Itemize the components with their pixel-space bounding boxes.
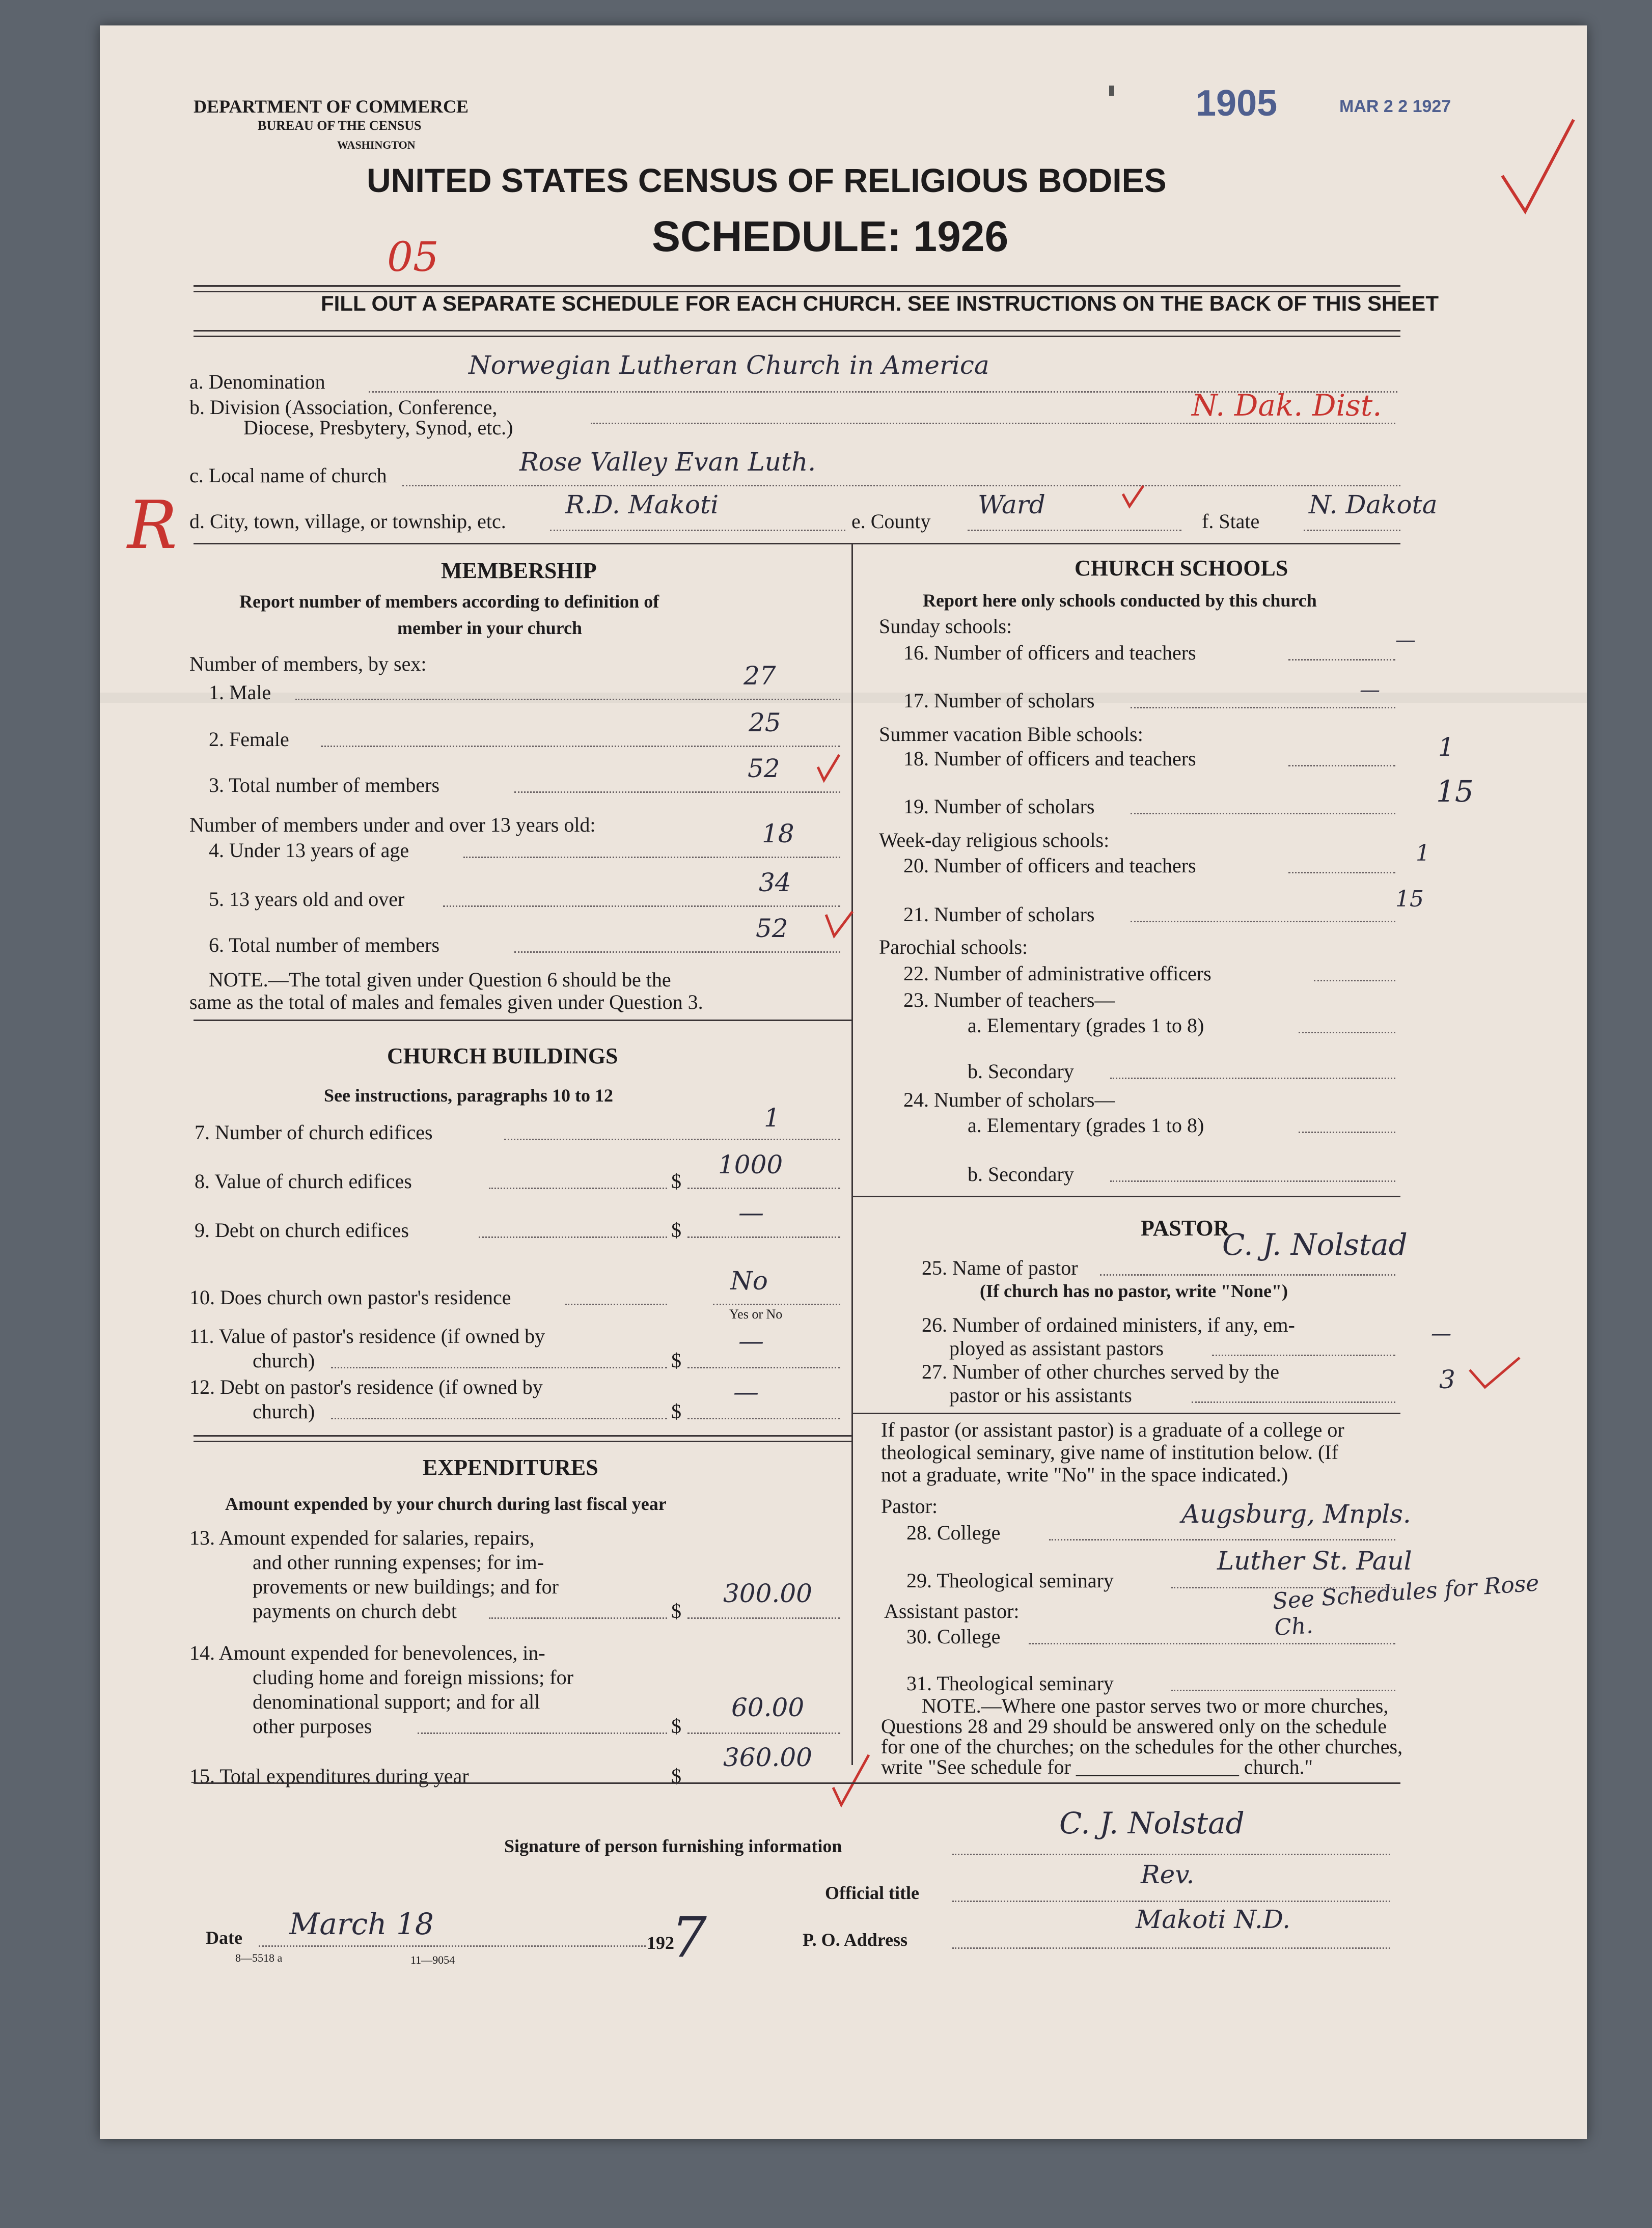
q10-dots xyxy=(565,1304,667,1305)
denomination-value[interactable]: Norwegian Lutheran Church in America xyxy=(469,350,989,380)
q14-line xyxy=(687,1732,840,1734)
signature-value[interactable]: C. J. Nolstad xyxy=(1059,1806,1245,1840)
q20-value[interactable]: 1 xyxy=(1416,840,1430,866)
form-number: 8—5518 a xyxy=(235,1951,283,1964)
weekday-schools-label: Week-day religious schools: xyxy=(879,829,1110,851)
local-name-line xyxy=(402,485,1400,486)
church-schools-title: CHURCH SCHOOLS xyxy=(1075,556,1288,581)
local-name-value[interactable]: Rose Valley Evan Luth. xyxy=(519,447,816,477)
church-schools-intro: Report here only schools conducted by this church xyxy=(923,590,1317,611)
q14-label-3: denominational support; and for all xyxy=(253,1690,540,1713)
q13-line xyxy=(687,1617,840,1619)
received-stamp-date: MAR 2 2 1927 xyxy=(1339,97,1451,116)
q24a-line xyxy=(1299,1132,1395,1133)
q11-value[interactable]: — xyxy=(738,1326,764,1356)
q15-dollar: $ xyxy=(671,1765,681,1787)
q2-female-label: 2. Female xyxy=(209,728,289,751)
q24b-label: b. Secondary xyxy=(968,1163,1074,1186)
q7-line xyxy=(504,1139,840,1140)
red-code-05: 05 xyxy=(387,233,439,281)
official-title-line xyxy=(952,1901,1390,1902)
q9-dots xyxy=(479,1236,667,1238)
county-line xyxy=(968,530,1181,531)
q26-label-1: 26. Number of ordained ministers, if any, em- xyxy=(922,1313,1295,1336)
q31-line xyxy=(1171,1690,1395,1691)
q10-value[interactable]: No xyxy=(730,1266,768,1296)
q4-under-13-value[interactable]: 18 xyxy=(762,819,794,848)
q20-label: 20. Number of officers and teachers xyxy=(903,854,1196,877)
membership-title: MEMBERSHIP xyxy=(441,558,597,583)
q24b-line xyxy=(1110,1180,1395,1182)
instruction-rule xyxy=(194,330,1400,337)
pastor-title: PASTOR xyxy=(1141,1216,1230,1241)
q18-label: 18. Number of officers and teachers xyxy=(903,747,1196,770)
q9-dollar: $ xyxy=(671,1219,681,1242)
q1-male-label: 1. Male xyxy=(209,681,271,704)
signature-line xyxy=(952,1854,1390,1855)
print-number: 11—9054 xyxy=(410,1954,455,1966)
assistant-pastor-subheading: Assistant pastor: xyxy=(884,1600,1020,1622)
q11-dollar: $ xyxy=(671,1349,681,1372)
q7-label: 7. Number of church edifices xyxy=(195,1121,433,1144)
q3-total-value[interactable]: 52 xyxy=(748,754,780,783)
q11-dots xyxy=(331,1367,667,1368)
received-stamp-number: 1905 xyxy=(1196,83,1278,124)
q6-total-value[interactable]: 52 xyxy=(756,914,788,943)
q11-line xyxy=(687,1367,840,1368)
county-value[interactable]: Ward xyxy=(978,490,1045,519)
year-prefix: 192 xyxy=(647,1933,674,1953)
q9-value[interactable]: — xyxy=(738,1198,764,1227)
q30-value[interactable]: See Schedules for Rose Ch. xyxy=(1272,1570,1540,1641)
official-title-value[interactable]: Rev. xyxy=(1141,1860,1195,1889)
q7-value[interactable]: 1 xyxy=(764,1103,780,1133)
q3-check-mark xyxy=(816,753,841,783)
expenditures-title: EXPENDITURES xyxy=(423,1455,598,1480)
division-value[interactable]: N. Dak. Dist. xyxy=(1192,388,1382,423)
city-line xyxy=(550,530,845,531)
q27-check-mark xyxy=(1467,1355,1523,1390)
expenditures-intro: Amount expended by your church during last fiscal year xyxy=(225,1494,667,1514)
q10-label: 10. Does church own pastor's residence xyxy=(189,1286,511,1309)
q3-total-label: 3. Total number of members xyxy=(209,774,440,796)
signature-label: Signature of person furnishing information xyxy=(504,1836,842,1856)
footer-rule xyxy=(194,1782,1400,1784)
date-label: Date xyxy=(206,1928,242,1948)
division-label-2: Diocese, Presbytery, Synod, etc.) xyxy=(243,416,513,439)
q13-dollar: $ xyxy=(671,1600,681,1622)
pastor-subheading: Pastor: xyxy=(881,1495,938,1518)
graduate-instruction-3: not a graduate, write "No" in the space indicated.) xyxy=(881,1463,1288,1486)
q27-value[interactable]: 3 xyxy=(1439,1365,1455,1394)
denomination-label: a. Denomination xyxy=(189,370,325,393)
q22-line xyxy=(1314,980,1395,981)
po-address-label: P. O. Address xyxy=(803,1930,908,1950)
q12-dots xyxy=(331,1418,667,1419)
q8-dots xyxy=(489,1188,667,1189)
membership-note-2: same as the total of males and females given under Question 3. xyxy=(189,991,703,1013)
pastor-note-1: NOTE.—Where one pastor serves two or more churches, xyxy=(922,1694,1389,1717)
q19-line xyxy=(1131,813,1395,814)
q13-label-4: payments on church debt xyxy=(253,1600,457,1622)
q18-value[interactable]: 1 xyxy=(1438,732,1454,762)
membership-note-1: NOTE.—The total given under Question 6 should be the xyxy=(209,968,671,991)
q28-value[interactable]: Augsburg, Mnpls. xyxy=(1181,1499,1411,1529)
pastor-note-4: write "See schedule for ________________ church." xyxy=(881,1755,1313,1778)
q24a-label: a. Elementary (grades 1 to 8) xyxy=(968,1114,1204,1137)
membership-intro-2: member in your church xyxy=(397,618,583,638)
q21-value[interactable]: 15 xyxy=(1395,886,1424,912)
q17-value[interactable]: — xyxy=(1360,678,1380,702)
q26-label-2: ployed as assistant pastors xyxy=(949,1337,1164,1360)
q23a-line xyxy=(1299,1032,1395,1033)
q8-line xyxy=(687,1188,840,1189)
form-subtitle: SCHEDULE: 1926 xyxy=(652,212,1009,260)
q25-value[interactable]: C. J. Nolstad xyxy=(1222,1227,1408,1262)
q26-value[interactable]: — xyxy=(1431,1322,1451,1345)
q3-line xyxy=(514,791,840,793)
county-label: e. County xyxy=(851,510,931,533)
census-schedule-sheet xyxy=(100,25,1587,2139)
q13-dots xyxy=(489,1617,667,1619)
q12-label-1: 12. Debt on pastor's residence (if owned by xyxy=(189,1376,543,1398)
q1-male-value[interactable]: 27 xyxy=(744,661,776,691)
sunday-schools-label: Sunday schools: xyxy=(879,615,1012,638)
ident-rule xyxy=(194,543,1400,544)
q15-check-mark xyxy=(830,1752,871,1808)
q14-dollar: $ xyxy=(671,1715,681,1738)
q16-line xyxy=(1288,659,1395,661)
state-line xyxy=(1304,530,1400,531)
q10-line xyxy=(713,1304,840,1305)
buildings-instructions: See instructions, paragraphs 10 to 12 xyxy=(324,1085,614,1106)
city-value[interactable]: R.D. Makoti xyxy=(565,490,719,519)
q30-line xyxy=(1029,1643,1395,1644)
parochial-schools-label: Parochial schools: xyxy=(879,936,1028,958)
q26-line xyxy=(1212,1355,1395,1356)
pastor-note-2: Questions 28 and 29 should be answered only on the schedule xyxy=(881,1715,1387,1738)
q23a-label: a. Elementary (grades 1 to 8) xyxy=(968,1014,1204,1037)
q12-value[interactable]: — xyxy=(733,1377,759,1407)
q13-value[interactable]: 300.00 xyxy=(723,1579,812,1608)
q12-line xyxy=(687,1418,840,1419)
division-line xyxy=(591,423,1395,424)
q5-over-13-label: 5. 13 years old and over xyxy=(209,888,405,911)
q16-value[interactable]: — xyxy=(1395,628,1416,652)
q8-value[interactable]: 1000 xyxy=(718,1150,783,1179)
q31-label: 31. Theological seminary xyxy=(906,1672,1114,1695)
yes-no-caption: Yes or No xyxy=(729,1307,783,1322)
q12-dollar: $ xyxy=(671,1400,681,1423)
division-label-1: b. Division (Association, Conference, xyxy=(189,396,498,419)
state-value[interactable]: N. Dakota xyxy=(1309,490,1438,519)
q29-value[interactable]: Luther St. Paul xyxy=(1217,1546,1412,1576)
q27-label-2: pastor or his assistants xyxy=(949,1384,1132,1407)
q28-line xyxy=(1049,1539,1395,1541)
q14-dots xyxy=(418,1732,667,1734)
q9-line xyxy=(687,1236,840,1238)
q6-total-label: 6. Total number of members xyxy=(209,933,440,956)
pastor-rule xyxy=(851,1413,1400,1414)
q8-label: 8. Value of church edifices xyxy=(195,1170,412,1193)
q13-label-1: 13. Amount expended for salaries, repairs, xyxy=(189,1526,535,1549)
q15-label: 15. Total expenditures during year xyxy=(189,1765,469,1787)
graduate-instruction-2: theological seminary, give name of institution below. (If xyxy=(881,1441,1338,1464)
q19-value[interactable]: 15 xyxy=(1436,774,1474,809)
buildings-rule xyxy=(194,1435,851,1442)
staple-hole xyxy=(1109,86,1114,96)
q14-label-4: other purposes xyxy=(253,1715,372,1738)
q27-label-1: 27. Number of other churches served by the xyxy=(922,1360,1279,1383)
q14-label-2: cluding home and foreign missions; for xyxy=(253,1666,573,1689)
q4-under-13-label: 4. Under 13 years of age xyxy=(209,839,409,862)
official-title-label: Official title xyxy=(825,1883,919,1903)
q23b-line xyxy=(1110,1078,1395,1079)
membership-rule xyxy=(194,1020,851,1021)
q13-label-3: provements or new buildings; and for xyxy=(253,1575,559,1598)
red-r-mark: R xyxy=(127,486,177,564)
pastor-note-3: for one of the churches; on the schedules for the other churches, xyxy=(881,1735,1403,1758)
q30-label: 30. College xyxy=(906,1625,1001,1648)
year-digit[interactable]: 7 xyxy=(671,1905,707,1970)
schools-rule xyxy=(851,1196,1400,1197)
q13-label-2: and other running expenses; for im- xyxy=(253,1551,544,1574)
q27-line xyxy=(1192,1401,1395,1403)
county-check-mark xyxy=(1120,484,1146,509)
bureau-heading: BUREAU OF THE CENSUS xyxy=(258,118,422,133)
q11-label-1: 11. Value of pastor's residence (if owned by xyxy=(189,1325,545,1347)
date-line xyxy=(259,1945,646,1947)
q12-label-2: church) xyxy=(253,1400,315,1423)
q11-label-2: church) xyxy=(253,1349,315,1372)
q2-female-value[interactable]: 25 xyxy=(749,708,781,737)
q14-label-1: 14. Amount expended for benevolences, in- xyxy=(189,1641,545,1664)
q25-note: (If church has no pastor, write "None") xyxy=(980,1281,1288,1301)
q5-line xyxy=(443,905,840,907)
state-label: f. State xyxy=(1202,510,1260,533)
q9-label: 9. Debt on church edifices xyxy=(195,1219,409,1242)
q20-line xyxy=(1288,872,1395,873)
q24-label: 24. Number of scholars— xyxy=(903,1088,1115,1111)
q19-label: 19. Number of scholars xyxy=(903,795,1095,818)
form-title: UNITED STATES CENSUS OF RELIGIOUS BODIES xyxy=(367,161,1167,199)
q17-line xyxy=(1131,707,1395,708)
q29-label: 29. Theological seminary xyxy=(906,1569,1114,1592)
q25-label: 25. Name of pastor xyxy=(922,1256,1078,1279)
q8-dollar: $ xyxy=(671,1170,681,1193)
q6-check-mark xyxy=(824,910,855,940)
q6-line xyxy=(514,951,840,953)
q22-label: 22. Number of administrative officers xyxy=(903,962,1212,985)
po-address-line xyxy=(952,1947,1390,1949)
city-label: d. City, town, village, or township, etc. xyxy=(189,510,506,533)
graduate-instruction-1: If pastor (or assistant pastor) is a graduate of a college or xyxy=(881,1418,1344,1441)
q17-label: 17. Number of scholars xyxy=(903,689,1095,712)
red-check-mark xyxy=(1497,115,1579,222)
city-heading: WASHINGTON xyxy=(337,139,416,151)
po-address-value[interactable]: Makoti N.D. xyxy=(1136,1905,1291,1934)
date-value[interactable]: March 18 xyxy=(289,1907,434,1941)
members-by-age-label: Number of members under and over 13 years old: xyxy=(189,813,596,836)
q14-value[interactable]: 60.00 xyxy=(731,1693,805,1722)
q5-over-13-value[interactable]: 34 xyxy=(759,868,791,897)
q16-label: 16. Number of officers and teachers xyxy=(903,641,1196,664)
q25-line xyxy=(1100,1274,1395,1276)
summer-schools-label: Summer vacation Bible schools: xyxy=(879,723,1143,746)
q15-value[interactable]: 360.00 xyxy=(723,1743,812,1772)
q2-line xyxy=(321,746,840,747)
local-name-label: c. Local name of church xyxy=(189,464,387,487)
q1-line xyxy=(295,699,840,700)
q21-label: 21. Number of scholars xyxy=(903,903,1095,926)
members-by-sex-label: Number of members, by sex: xyxy=(189,652,427,675)
q4-line xyxy=(463,857,840,858)
q23b-label: b. Secondary xyxy=(968,1060,1074,1083)
q21-line xyxy=(1131,921,1395,922)
q23-label: 23. Number of teachers— xyxy=(903,988,1115,1011)
q28-label: 28. College xyxy=(906,1521,1001,1544)
buildings-title: CHURCH BUILDINGS xyxy=(387,1043,618,1068)
department-heading: DEPARTMENT OF COMMERCE xyxy=(194,96,469,117)
separate-schedule-instruction: FILL OUT A SEPARATE SCHEDULE FOR EACH CHURCH. SEE INSTRUCTIONS ON THE BACK OF THIS SHEET xyxy=(321,291,1439,315)
q18-line xyxy=(1288,765,1395,766)
column-divider xyxy=(851,543,853,1765)
membership-intro-1: Report number of members according to definition of xyxy=(239,591,659,612)
